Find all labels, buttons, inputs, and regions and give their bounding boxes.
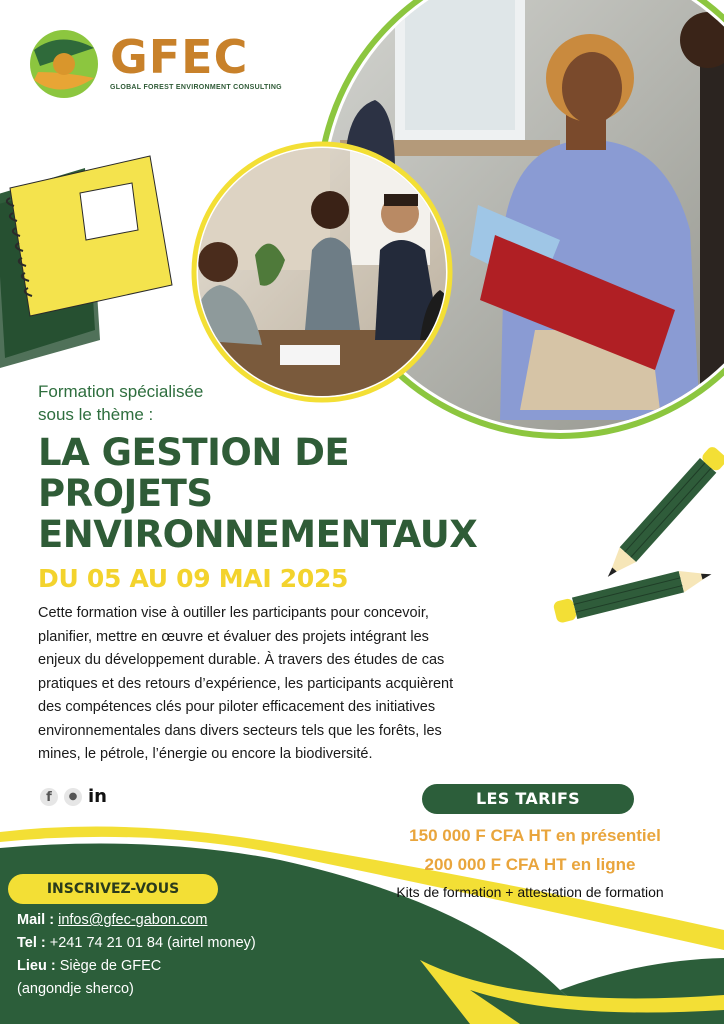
description-line: enjeux du développement durable. À travers des études de cas bbox=[38, 652, 445, 668]
training-dates: DU 05 AU 09 MAI 2025 bbox=[38, 564, 349, 593]
lieu-value: Siège de GFEC bbox=[59, 958, 162, 974]
contact-location bbox=[17, 956, 161, 976]
contact-mail bbox=[17, 910, 207, 930]
intro-line-1: Formation spécialisée bbox=[38, 382, 204, 401]
tarifs-heading: LES TARIFS bbox=[422, 784, 634, 814]
notebooks-illustration bbox=[0, 156, 172, 368]
twitter-icon[interactable]: ● bbox=[64, 788, 82, 806]
contact-tel bbox=[17, 933, 256, 953]
brand-name: GFEC bbox=[110, 30, 249, 84]
register-heading: INSCRIVEZ-VOUS bbox=[8, 874, 218, 904]
intro-line-2: sous le thème : bbox=[38, 405, 154, 424]
description-line: Cette formation vise à outiller les participants pour concevoir, bbox=[38, 605, 429, 621]
contact-location-detail: (angondje sherco) bbox=[17, 981, 134, 997]
price-presentiel: 150 000 F CFA HT en présentiel bbox=[409, 826, 661, 845]
title-line-2: PROJETS bbox=[38, 472, 213, 515]
tel-label: Tel : bbox=[17, 935, 50, 951]
description-line: environnementales dans divers secteurs tels que les forêts, les bbox=[38, 722, 442, 739]
description-line: pratiques et des retours d’expérience, les participants acquièrent bbox=[38, 675, 454, 692]
mail-label: Mail : bbox=[17, 912, 59, 928]
pencil-illustration-2 bbox=[553, 564, 715, 624]
price-online: 200 000 F CFA HT en ligne bbox=[424, 855, 636, 874]
lieu-label: Lieu : bbox=[17, 958, 60, 974]
logo-mark bbox=[30, 30, 98, 98]
social-links bbox=[40, 786, 107, 807]
title-line-1: LA GESTION DE bbox=[38, 431, 350, 474]
description-line: des compétences clés pour piloter efficacement des initiatives bbox=[38, 699, 436, 715]
description-line: mines, le pétrole, l’énergie ou encore la biodiversité. bbox=[38, 746, 373, 762]
linkedin-icon[interactable]: in bbox=[88, 786, 107, 807]
pencil-illustration-1 bbox=[600, 445, 724, 585]
description-line: planifier, mettre en œuvre et évaluer des projets intégrant les bbox=[38, 628, 429, 645]
facebook-icon[interactable]: f bbox=[40, 788, 58, 806]
intro-text bbox=[38, 380, 298, 426]
brand-tagline: GLOBAL FOREST ENVIRONMENT CONSULTING bbox=[110, 84, 282, 91]
mail-link[interactable]: infos@gfec-gabon.com bbox=[58, 912, 208, 928]
training-description bbox=[38, 602, 548, 767]
training-title bbox=[38, 432, 477, 555]
tel-value: +241 74 21 01 84 (airtel money) bbox=[49, 935, 256, 951]
title-line-3: ENVIRONNEMENTAUX bbox=[38, 513, 478, 556]
price-includes: Kits de formation + attestation de formation bbox=[396, 884, 664, 900]
